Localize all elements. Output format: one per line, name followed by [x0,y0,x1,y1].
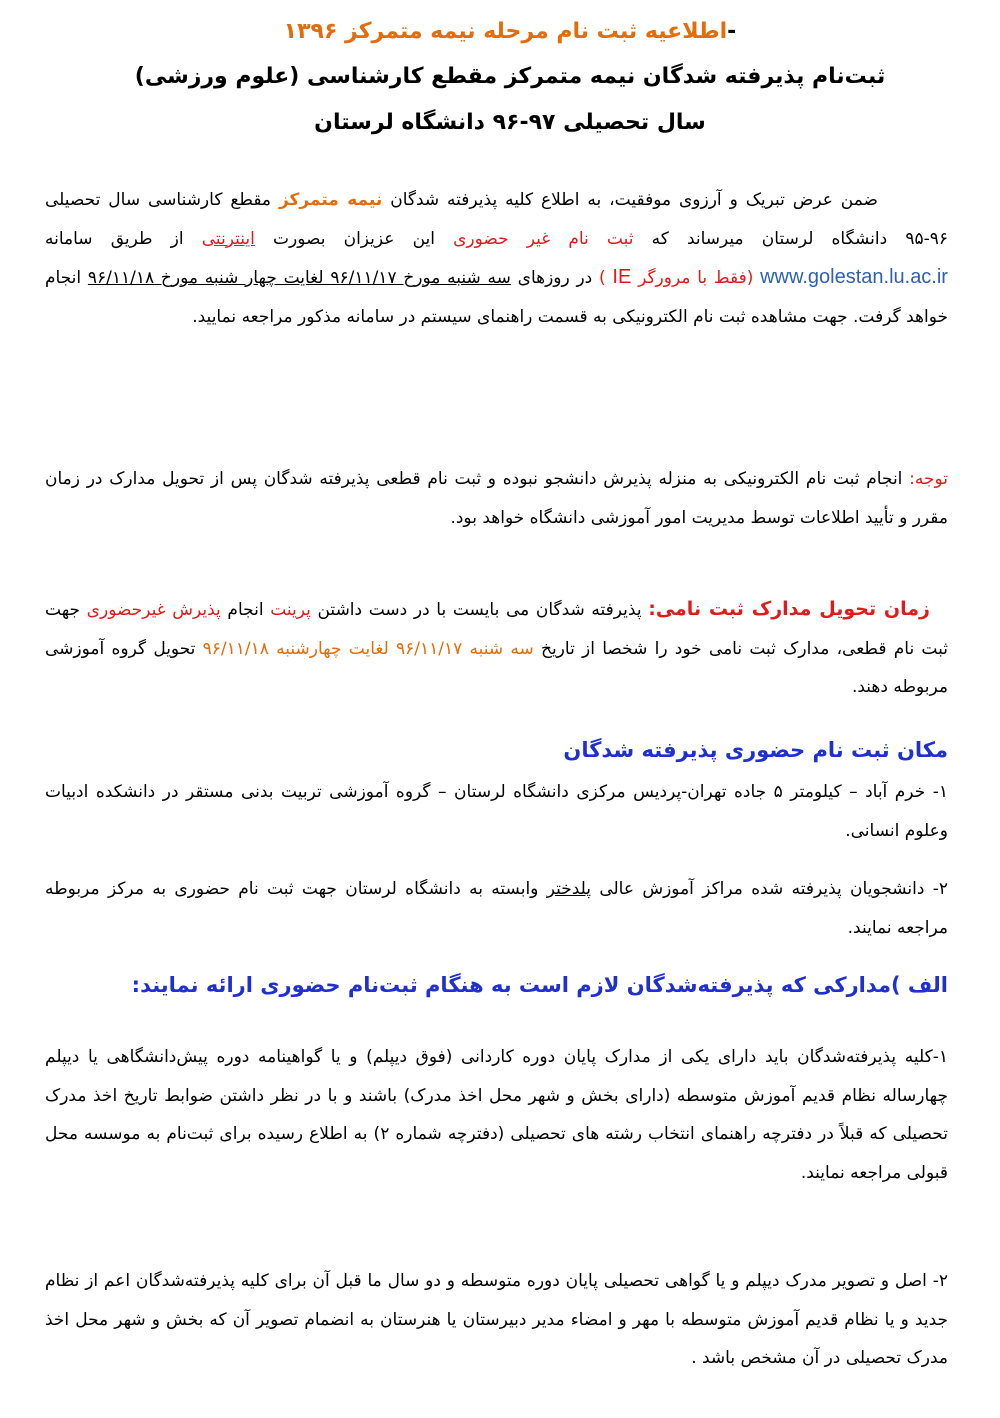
delivery-t1: پذیرفته شدگان می بایست با در دست داشتن [310,600,649,620]
place-item-2-a: ۲- دانشجویان پذیرفته شده مراکز آموزش عالی [591,879,948,899]
delivery-t4: جهت ثبت نام قطعی، مدارک ثبت نامی خود را شخصا از تاریخ [45,600,948,659]
note-paragraph [45,460,948,537]
delivery-t2: انجام [220,600,271,620]
delivery-dates: سه شنبه ۹۶/۱۱/۱۷ لغایت چهارشنبه ۹۶/۱۱/۱۸ [202,638,534,659]
intro-online: اینترنتی [201,228,255,249]
docs-title: الف )مدارکی که پذیرفته‌شدگان لازم است به هنگام ثبت‌نام حضوری ارائه نمایند: [131,973,948,997]
title-line-1 [60,12,960,52]
intro-t7: از طریق سامانه [45,228,202,249]
intro-non-attendance: ثبت نام غیر حضوری [453,228,634,249]
intro-browser-note: (فقط با مرورگر IE ) [592,266,761,288]
title-text: اطلاعیه ثبت نام مرحله نیمه متمرکز ۱۳۹۶ [283,19,728,44]
place-title: مکان ثبت نام حضوری پذیرفته شدگان [563,738,948,762]
docs-item-2: ۲- اصل و تصویر مدرک دیپلم و یا گواهی تحصیلی پایان دوره متوسطه و دو سال ما قبل آن برای کلیه پذیرفته‌شدگان اعم از نظام جدید و یا نظام قدیم آموزش متوسطه با مهر و امضاء مدیر دبیرستان یا هنرستان به انضمام تصویر آن که بخش و شهر محل اخذ مدرک تحصیلی در آن مشخص باشد . [45,1271,948,1368]
delivery-print: پرینت [270,600,311,620]
place-item-1: ۱- خرم آباد – کیلومتر ۵ جاده تهران-پردیس مرکزی دانشگاه لرستان – گروه آموزشی تربیت بدنی مستقر در دانشکده ادبیات وعلوم انسانی. [45,782,948,841]
ie-label: IE [612,266,632,288]
delivery-t5: تحویل گروه آموزشی مربوطه دهند. [45,638,948,697]
delivery-label: زمان تحویل مدارک ثبت نامی: [648,598,930,620]
note-label: توجه: [909,469,948,489]
delivery-admission: پذیرش غیرحضوری [86,600,221,620]
intro-paragraph [45,181,948,336]
intro-dates: سه شنبه مورخ ۹۶/۱۱/۱۷ لغایت چهار شنبه مورخ ۹۶/۱۱/۱۸ [87,268,511,288]
golestan-link[interactable]: www.golestan.lu.ac.ir [760,266,948,288]
intro-t10: در روزهای [510,268,593,288]
place-pol-dokhtar: پلدختر [546,879,592,899]
delivery-paragraph [45,590,948,707]
place-item-2 [45,870,948,947]
place-item-2-c: وابسته به دانشگاه لرستان جهت ثبت نام حضوری به مرکز مربوطه مراجعه نمایند. [45,879,948,938]
title-prefix: - [727,19,737,44]
intro-semi-central: نیمه متمرکز [278,190,383,210]
note-text: انجام ثبت نام الکترونیکی به منزله پذیرش دانشجو نبوده و ثبت نام قطعی پذیرفته شدگان پس از تحویل مدارک در زمان مقرر و تأیید اطلاعات توسط مدیریت امور آموزشی دانشگاه خواهد بود. [45,469,948,528]
title-line-3: سال تحصیلی ۹۷-۹۶ دانشگاه لرستان [314,110,706,135]
intro-t3: مقطع کارشناسی سال تحصیلی ۹۶-۹۵ دانشگاه لرستان میرساند که [45,190,948,249]
intro-t5: این عزیزان بصورت [254,228,454,249]
title-line-2: ثبت‌نام پذیرفته شدگان نیمه متمرکز مقطع کارشناسی (علوم ورزشی) [134,64,886,89]
intro-t1: ضمن عرض تبریک و آرزوی موفقیت، به اطلاع کلیه پذیرفته شدگان [382,190,878,210]
docs-item-1: ۱-کلیه پذیرفته‌شدگان باید دارای یکی از مدارک پایان دوره کاردانی (فوق دیپلم) و یا گواهینامه دوره پیش‌دانشگاهی یا دیپلم چهارساله نظام قدیم آموزش متوسطه (دارای بخش و شهر محل اخذ مدرک) باشند و با در نظر داشتن ضوابط تاریخ اخذ مدرک تحصیلی که قبلاً در دفترچه راهنمای انتخاب رشته های تحصیلی (دفترچه شماره ۲) به اطلاع رسیده برای ثبت‌نام به موسسه محل قبولی مراجعه نمایند. [45,1047,948,1183]
intro-t12: انجام خواهد گرفت. جهت مشاهده ثبت نام الکترونیکی به قسمت راهنمای سیستم در سامانه مذکور مراجعه نمایید. [45,268,948,327]
